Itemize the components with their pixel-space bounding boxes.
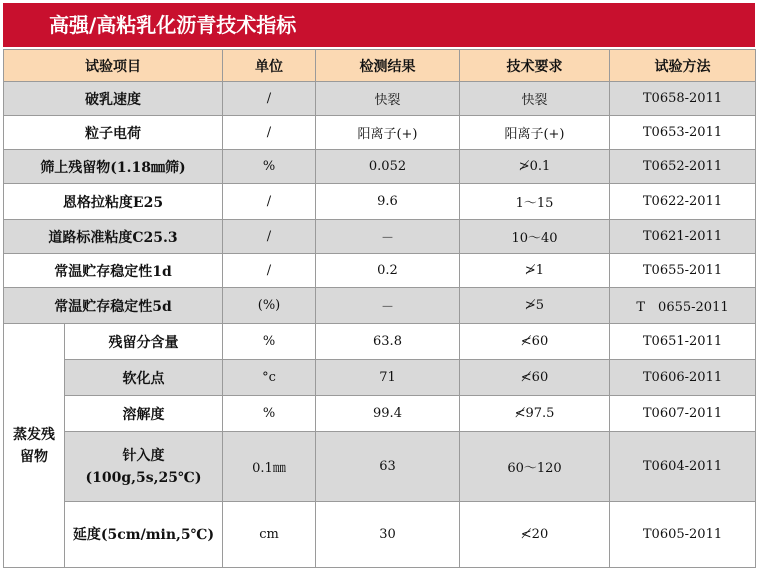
method-cell: T0604-2011 — [610, 432, 756, 502]
requirement-cell: 快裂 — [460, 82, 610, 116]
table-row — [4, 184, 756, 220]
requirement-cell: ≮60 — [460, 360, 610, 396]
table-row — [4, 324, 756, 360]
requirement-cell: 60～120 — [460, 432, 610, 502]
table-row — [4, 220, 756, 254]
group-label: 蒸发残留物 — [13, 426, 55, 465]
unit-cell: (%) — [223, 288, 316, 324]
method-cell: T0651-2011 — [610, 324, 756, 360]
group-label-cell — [4, 324, 65, 568]
table-row — [4, 502, 756, 568]
result-cell: 63.8 — [316, 324, 460, 360]
item-cell: 常温贮存稳定性5d — [4, 288, 223, 324]
table-row — [4, 288, 756, 324]
spec-table — [3, 49, 756, 568]
result-cell: － — [316, 288, 460, 324]
table-title: 高强/高粘乳化沥青技术指标 — [3, 3, 755, 47]
header-requirement: 技术要求 — [460, 50, 610, 82]
item-cell: 筛上残留物(1.18㎜筛) — [4, 150, 223, 184]
header-unit: 单位 — [223, 50, 316, 82]
requirement-cell: 阳离子(+) — [460, 116, 610, 150]
unit-cell: / — [223, 254, 316, 288]
unit-cell: °c — [223, 360, 316, 396]
unit-cell: % — [223, 324, 316, 360]
table-row — [4, 396, 756, 432]
method-cell: T0658-2011 — [610, 82, 756, 116]
table-row — [4, 82, 756, 116]
item-cell: 常温贮存稳定性1d — [4, 254, 223, 288]
table-row — [4, 432, 756, 502]
table-row — [4, 254, 756, 288]
unit-cell: % — [223, 396, 316, 432]
header-method: 试验方法 — [610, 50, 756, 82]
unit-cell: cm — [223, 502, 316, 568]
method-cell: T0621-2011 — [610, 220, 756, 254]
method-cell: T0607-2011 — [610, 396, 756, 432]
result-cell: 30 — [316, 502, 460, 568]
table-row — [4, 360, 756, 396]
item-cell: 恩格拉粘度E25 — [4, 184, 223, 220]
header-item: 试验项目 — [4, 50, 223, 82]
method-cell: T0655-2011 — [610, 254, 756, 288]
method-cell: T0606-2011 — [610, 360, 756, 396]
unit-cell: / — [223, 220, 316, 254]
method-cell: T 0655-2011 — [610, 288, 756, 324]
requirement-cell: ≮20 — [460, 502, 610, 568]
item-cell: 溶解度 — [65, 396, 223, 432]
item-cell: 软化点 — [65, 360, 223, 396]
requirement-cell: 10～40 — [460, 220, 610, 254]
result-cell: － — [316, 220, 460, 254]
result-cell: 63 — [316, 432, 460, 502]
method-cell: T0622-2011 — [610, 184, 756, 220]
header-result: 检测结果 — [316, 50, 460, 82]
unit-cell: / — [223, 116, 316, 150]
item-cell: 残留分含量 — [65, 324, 223, 360]
result-cell: 0.2 — [316, 254, 460, 288]
unit-cell: / — [223, 184, 316, 220]
result-cell: 快裂 — [316, 82, 460, 116]
table-row — [4, 116, 756, 150]
result-cell: 0.052 — [316, 150, 460, 184]
requirement-cell: ≯0.1 — [460, 150, 610, 184]
requirement-cell: ≯5 — [460, 288, 610, 324]
result-cell: 阳离子(+) — [316, 116, 460, 150]
requirement-cell: ≮97.5 — [460, 396, 610, 432]
method-cell: T0653-2011 — [610, 116, 756, 150]
item-cell: 破乳速度 — [4, 82, 223, 116]
item-cell: 延度(5cm/min,5℃) — [65, 502, 223, 568]
method-cell: T0652-2011 — [610, 150, 756, 184]
result-cell: 71 — [316, 360, 460, 396]
item-cell: 粒子电荷 — [4, 116, 223, 150]
header-row — [4, 50, 756, 82]
unit-cell: % — [223, 150, 316, 184]
requirement-cell: ≮60 — [460, 324, 610, 360]
item-cell: 道路标准粘度C25.3 — [4, 220, 223, 254]
table-row — [4, 150, 756, 184]
requirement-cell: ≯1 — [460, 254, 610, 288]
unit-cell: 0.1㎜ — [223, 432, 316, 502]
result-cell: 99.4 — [316, 396, 460, 432]
item-cell: 针入度(100g,5s,25℃) — [65, 432, 223, 502]
result-cell: 9.6 — [316, 184, 460, 220]
requirement-cell: 1～15 — [460, 184, 610, 220]
method-cell: T0605-2011 — [610, 502, 756, 568]
unit-cell: / — [223, 82, 316, 116]
